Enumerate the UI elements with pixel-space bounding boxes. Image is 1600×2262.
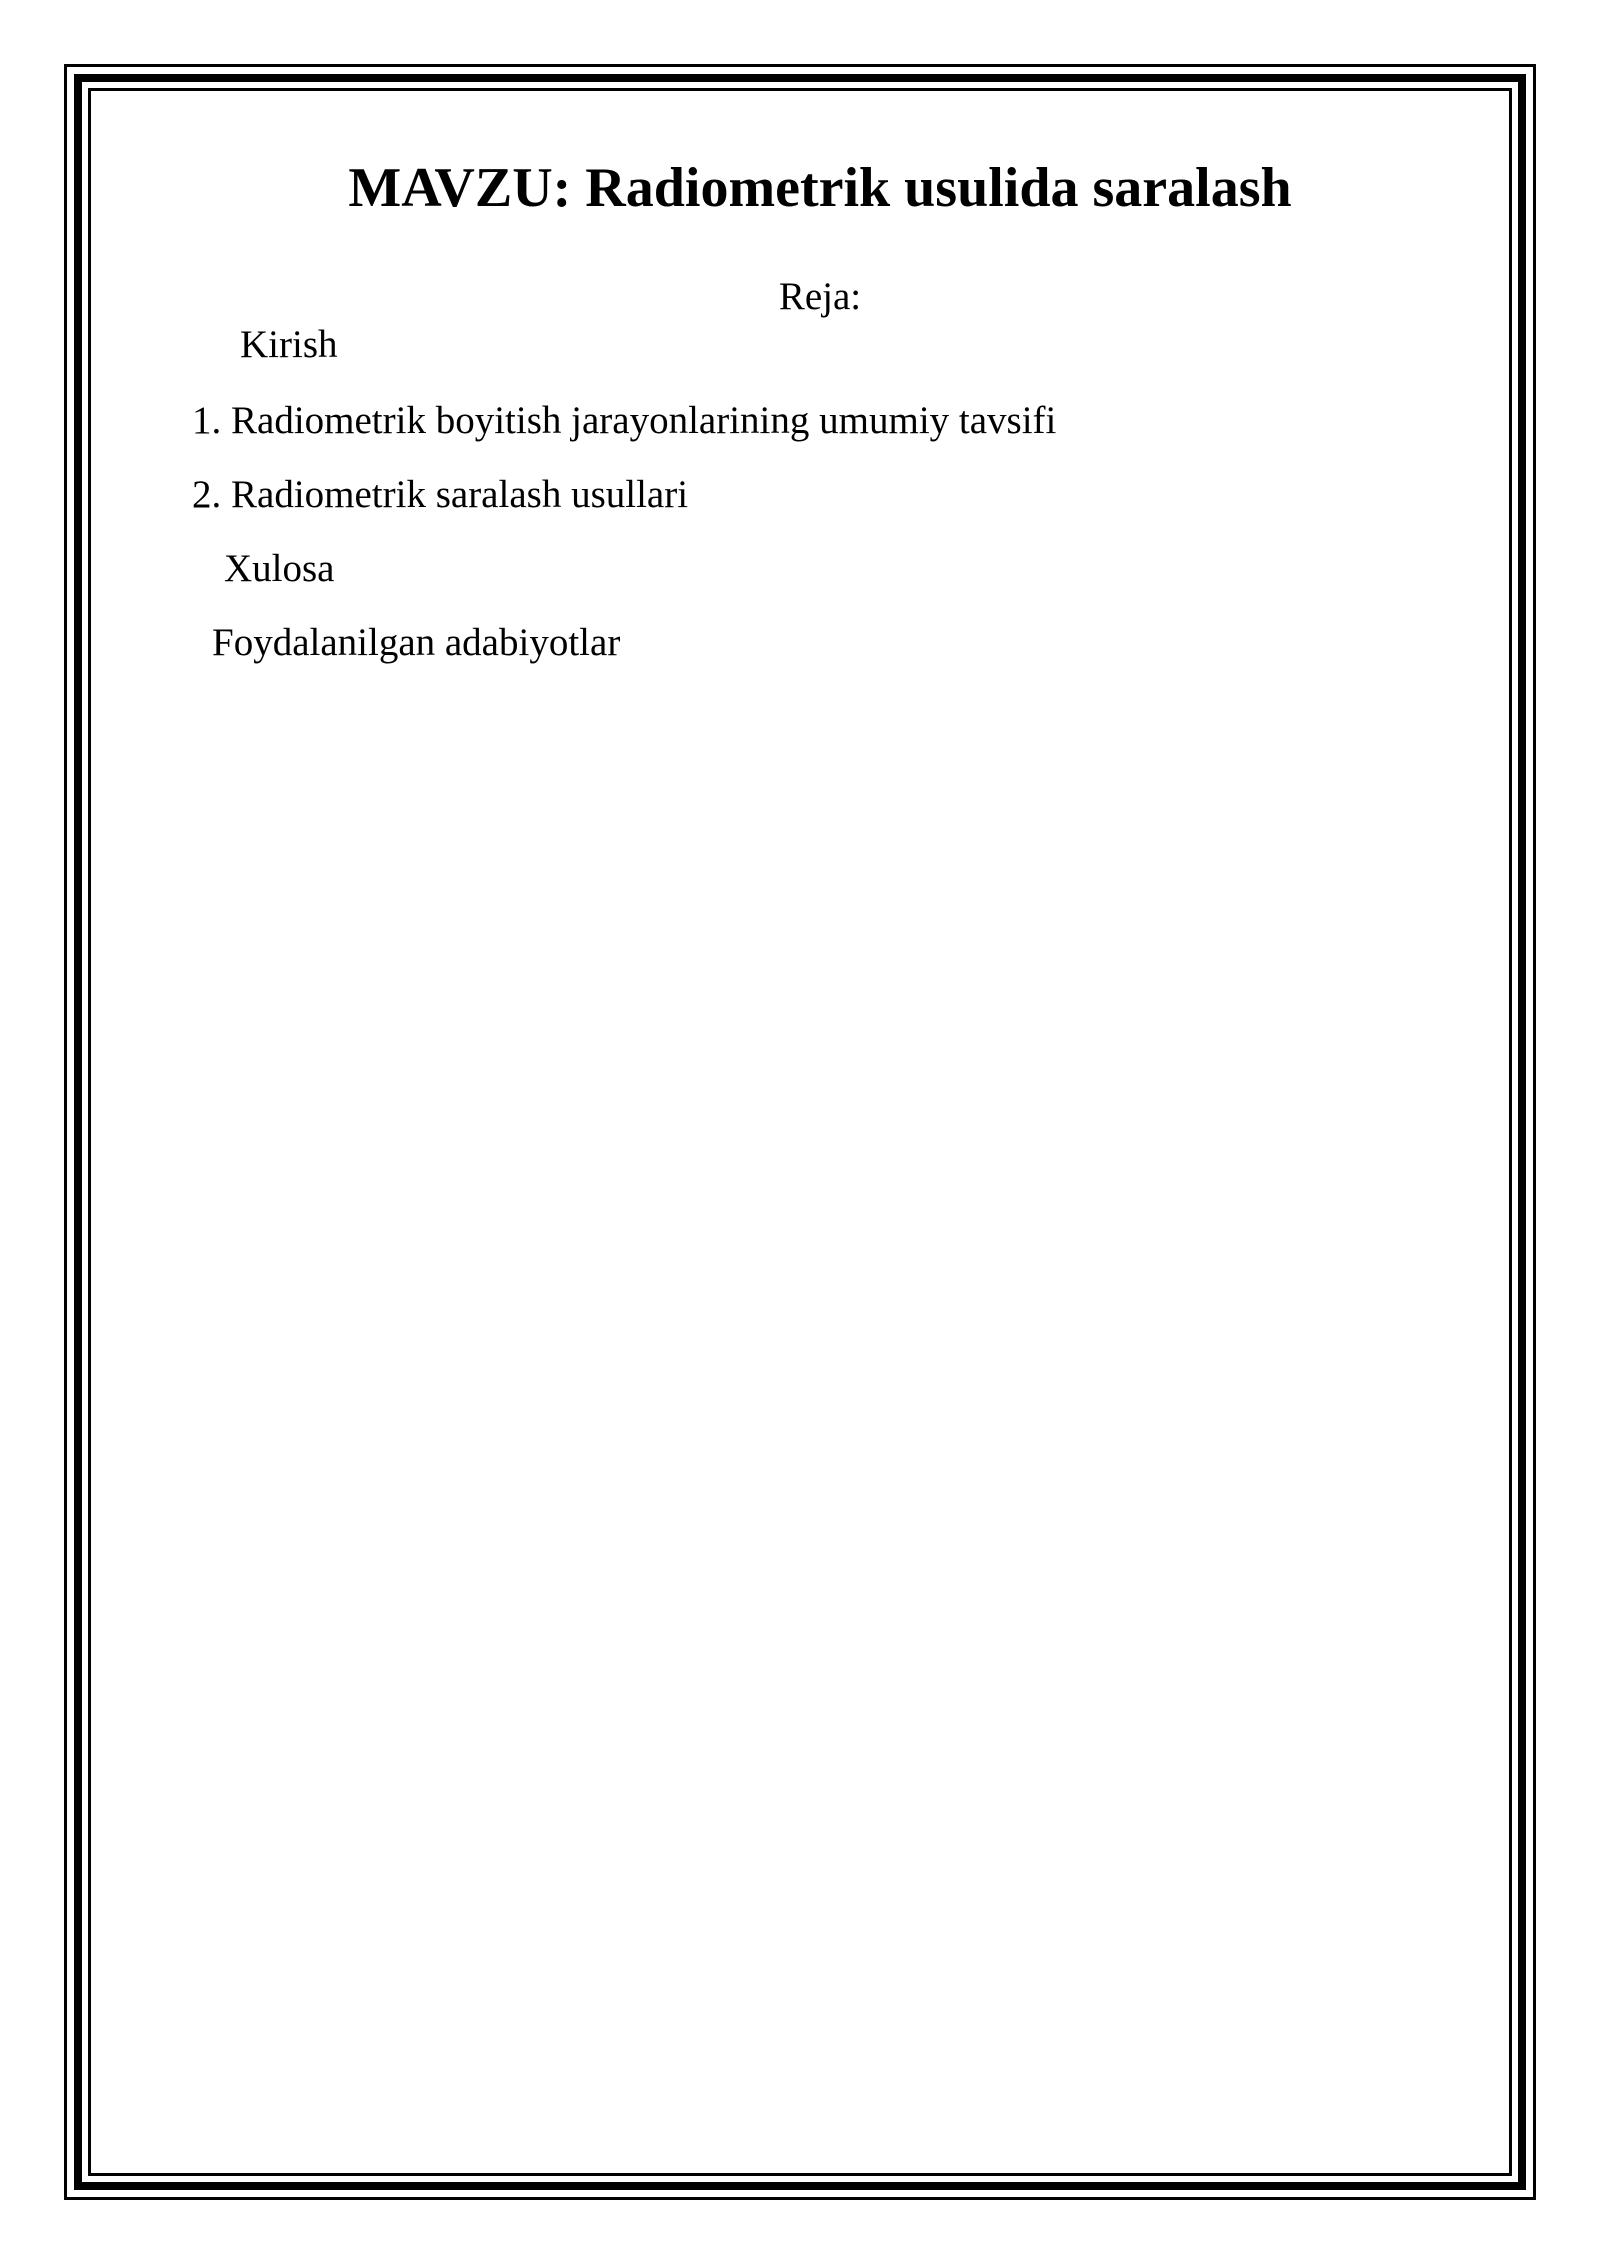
plan-item-1: 1. Radiometrik boyitish jarayonlarining umumiy tavsifi — [192, 399, 1057, 442]
plan-item-intro: Kirish — [240, 323, 338, 366]
plan-item-references: Foydalanilgan adabiyotlar — [212, 621, 621, 664]
document-title: MAVZU: Radiometrik usulida saralash — [348, 157, 1292, 219]
plan-item-conclusion: Xulosa — [224, 547, 335, 590]
plan-heading: Reja: — [778, 275, 862, 318]
plan-item-2: 2. Radiometrik saralash usullari — [192, 473, 689, 516]
